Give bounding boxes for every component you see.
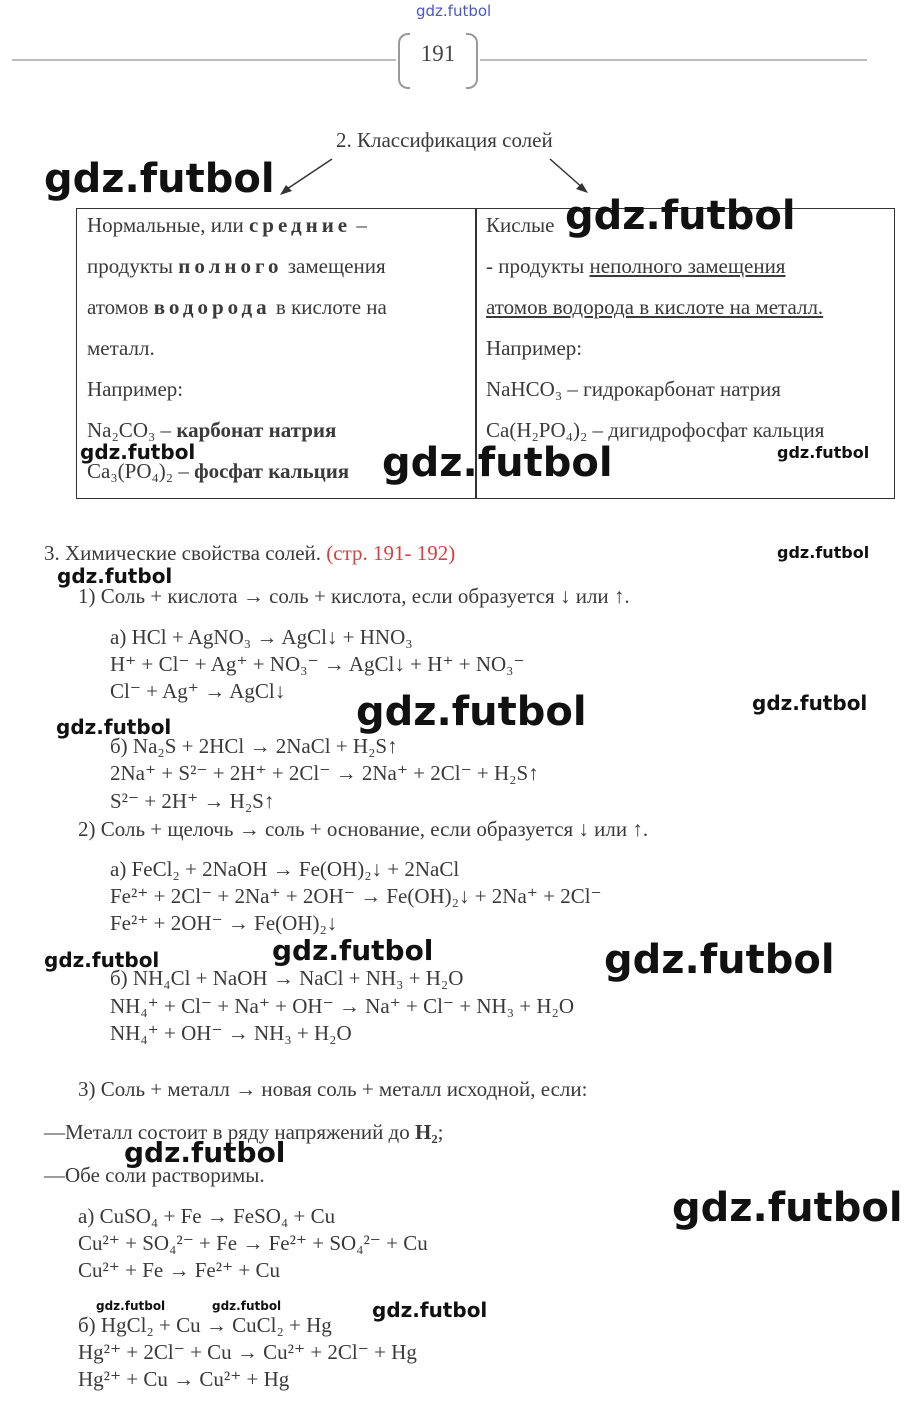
top-watermark: gdz.futbol	[416, 2, 492, 20]
item2b-eq3: NH₄⁺ + OH⁻ → NH₃ + H₂O	[110, 1021, 352, 1045]
page-number: 191	[420, 41, 456, 66]
watermark: gdz.futbol	[372, 1298, 488, 1322]
watermark: gdz.futbol	[565, 193, 796, 239]
watermark: gdz.futbol	[777, 543, 870, 562]
watermark: gdz.futbol	[44, 156, 275, 202]
item3b-eq2: Hg²⁺ + 2Cl⁻ + Cu → Cu²⁺ + 2Cl⁻ + Hg	[78, 1340, 417, 1364]
right-line-1: Кислые	[486, 213, 555, 237]
right-line-6: Ca(H₂PO₄)₂ – дигидрофосфат кальция	[486, 418, 825, 442]
watermark: gdz.futbol	[124, 1136, 286, 1169]
item1b-eq2: 2Na⁺ + S²⁻ + 2H⁺ + 2Cl⁻ → 2Na⁺ + 2Cl⁻ + H₂S↑	[110, 761, 539, 785]
item2a-eq1: а) FeCl₂ + 2NaOH → Fe(OH)₂↓ + 2NaCl	[110, 857, 460, 881]
watermark: gdz.futbol	[356, 689, 587, 735]
item3b-eq1: б) HgCl₂ + Cu → CuCl₂ + Hg	[78, 1313, 332, 1337]
item1a-eq3: Cl⁻ + Ag⁺ → AgCl↓	[110, 679, 286, 703]
right-line-2: - продукты неполного замещения	[486, 254, 786, 278]
page-number-box	[398, 33, 478, 85]
watermark: gdz.futbol	[212, 1299, 282, 1313]
watermark: gdz.futbol	[57, 564, 173, 588]
left-line-3: атомов водорода в кислоте на	[87, 295, 387, 319]
header-rule-left	[12, 59, 396, 61]
item2b-eq1: б) NH₄Cl + NaOH → NaCl + NH₃ + H₂O	[110, 966, 464, 990]
classification-title: 2. Классификация солей	[336, 128, 553, 152]
left-line-1: Нормальные, или средние –	[87, 213, 367, 237]
watermark: gdz.futbol	[56, 715, 172, 739]
item1a-eq1: а) HCl + AgNO₃ → AgCl↓ + HNO₃	[110, 625, 413, 649]
watermark: gdz.futbol	[382, 440, 613, 486]
right-line-5: NaHCO₃ – гидрокарбонат натрия	[486, 377, 781, 401]
left-example-1: Na₂CO₃ – карбонат натрия	[87, 418, 337, 442]
item-3: 3) Соль + металл → новая соль + металл исходной, если:	[78, 1077, 588, 1101]
left-line-5: Например:	[87, 377, 184, 401]
classification-arrows	[270, 155, 610, 205]
left-line-4: металл.	[87, 336, 155, 360]
properties-title: 3. Химические свойства солей. (стр. 191- 192)	[44, 541, 456, 565]
item3b-eq3: Hg²⁺ + Cu → Cu²⁺ + Hg	[78, 1367, 290, 1391]
watermark: gdz.futbol	[604, 937, 835, 983]
item3a-eq1: а) CuSO₄ + Fe → FeSO₄ + Cu	[78, 1204, 336, 1228]
condition-2: —Обе соли растворимы.	[44, 1163, 265, 1187]
item2a-eq3: Fe²⁺ + 2OH⁻ → Fe(OH)₂↓	[110, 911, 338, 935]
item3a-eq2: Cu²⁺ + SO₄²⁻ + Fe → Fe²⁺ + SO₄²⁻ + Cu	[78, 1231, 428, 1255]
right-line-4: Например:	[486, 336, 583, 360]
item1a-eq2: H⁺ + Cl⁻ + Ag⁺ + NO₃⁻ → AgCl↓ + H⁺ + NO₃⁻	[110, 652, 525, 676]
watermark: gdz.futbol	[80, 440, 196, 464]
item-1: 1) Соль + кислота → соль + кислота, если образуется ↓ или ↑.	[78, 584, 630, 608]
left-example-2: Ca₃(PO₄)₂ – фосфат кальция	[87, 459, 350, 483]
item2b-eq2: NH₄⁺ + Cl⁻ + Na⁺ + OH⁻ → Na⁺ + Cl⁻ + NH₃ + H₂O	[110, 994, 575, 1018]
header-rule-right	[480, 59, 867, 61]
item1b-eq1: б) Na₂S + 2HCl → 2NaCl + H₂S↑	[110, 734, 398, 758]
watermark: gdz.futbol	[777, 443, 870, 462]
left-line-2: продукты полного замещения	[87, 254, 386, 278]
watermark: gdz.futbol	[44, 948, 160, 972]
watermark: gdz.futbol	[272, 934, 434, 967]
watermark: gdz.futbol	[96, 1299, 166, 1313]
item-2: 2) Соль + щелочь → соль + основание, если образуется ↓ или ↑.	[78, 817, 649, 841]
right-line-3: атомов водорода в кислоте на металл.	[486, 295, 824, 319]
watermark: gdz.futbol	[672, 1185, 903, 1231]
item1b-eq3: S²⁻ + 2H⁺ → H₂S↑	[110, 789, 275, 813]
item2a-eq2: Fe²⁺ + 2Cl⁻ + 2Na⁺ + 2OH⁻ → Fe(OH)₂↓ + 2Na⁺ + 2Cl⁻	[110, 884, 602, 908]
watermark: gdz.futbol	[752, 691, 868, 715]
item3a-eq3: Cu²⁺ + Fe → Fe²⁺ + Cu	[78, 1258, 280, 1282]
condition-1: —Металл состоит в ряду напряжений до H₂;	[44, 1120, 444, 1144]
